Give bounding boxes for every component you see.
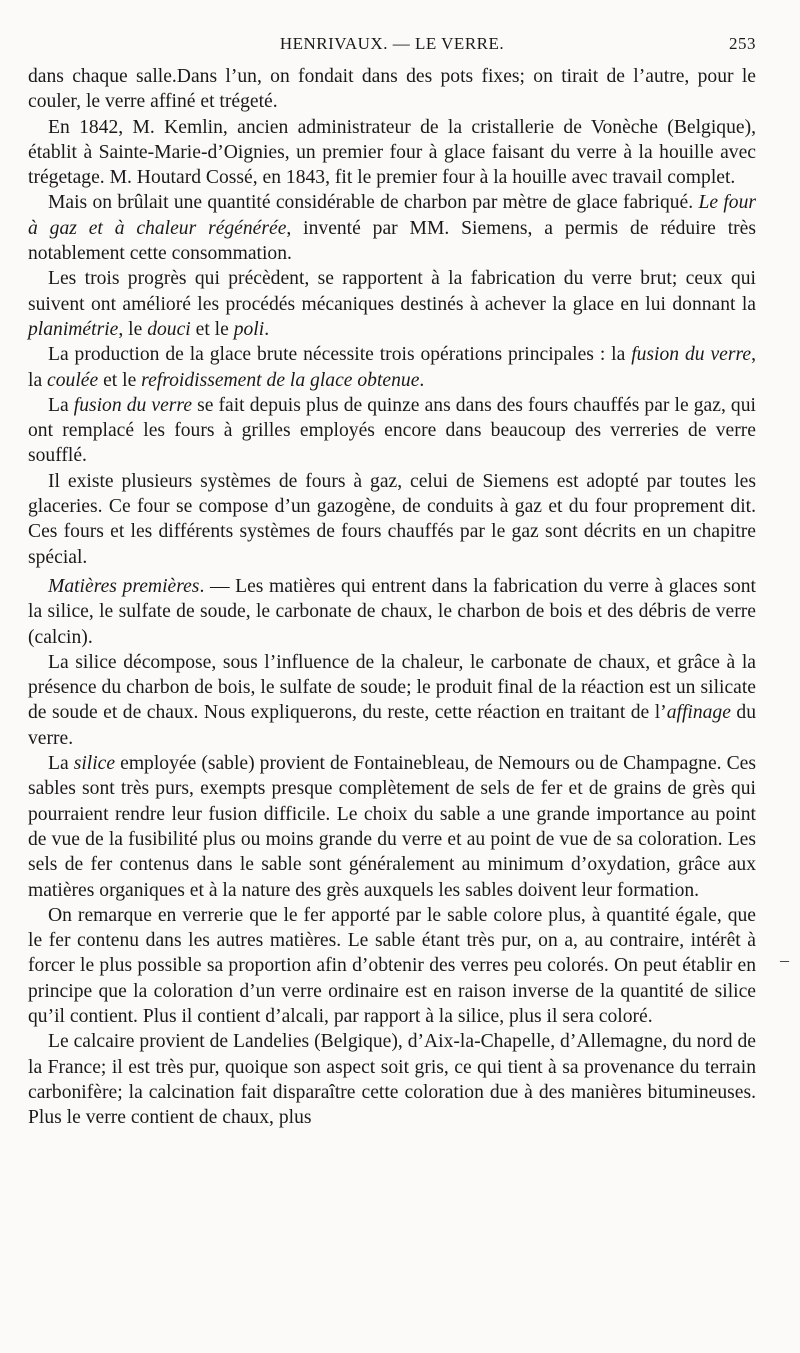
text-run: dans chaque salle.Dans l’un, on fondait dans des pots fixes; on tirait de l’autre, pour le couler, le verre affiné et trégeté. [28,66,756,113]
text-run: On remarque en verrerie que le fer apporté par le sable colore plus, à quantité égale, que le fer contenu dans les autres matières. Le sable étant très pur, on a, au contraire, intérêt à forcer le plus possible sa proportion afin d’obtenir des verres peu colorés. On peut établir en principe que la coloration d’un verre ordinaire est en raison inverse de la quantité de silice qu’il contient. Plus il contient d’alcali, par rapport à la silice, plus il sera coloré. [28,904,756,1027]
running-header [28,32,756,56]
italic-run: affinage [666,702,731,724]
paragraph-p10 [28,751,756,903]
text-run: , le [118,318,148,340]
italic-run: Le four à gaz et à chaleur régénérée [28,192,757,239]
text-run: et le [190,318,234,340]
text-run: et le [98,369,142,391]
text-run: employée (sable) provient de Fontainebleau, de Nemours ou de Champagne. Ces sables sont très purs, exempts presque complètement de sels de fer et de grains de grès qui pourraient rendre leur fusion difficile. Le choix du sable a une grande importance au point de vue de la fusibilité plus ou moins grande du verre et au point de vue de sa coloration. Les sels de fer contenus dans le sable sont généralement au minimum d’oxydation, grâce aux matières organiques et à la nature des grès auxquels les sables doivent leur formation. [28,753,756,901]
margin-mark: – [780,950,789,970]
paragraph-p7 [28,469,756,570]
text-run: se fait depuis plus de quinze ans dans des fours chauffés par le gaz, qui ont remplacé les fours à grilles employés encore dans beaucoup des verreries de verre soufflé. [28,394,756,467]
text-run: Mais on brûlait une quantité considérable de charbon par mètre de glace fabriqué. [48,192,699,214]
text-run: Le calcaire provient de Landelies (Belgique), d’Aix-la-Chapelle, d’Allemagne, du nord de la France; il est très pur, quoique son aspect soit gris, ce qui tient à sa provenance du terrain carbonifère; la calcination fait disparaître cette coloration due à des manières bitumineuses. Plus le verre contient de chaux, plus [28,1031,756,1129]
text-run: . [264,318,270,340]
paragraph-p6 [28,393,756,469]
text-run: La [48,394,74,416]
text-run: . [419,369,425,391]
italic-run: fusion du verre [73,394,193,416]
paragraph-p1 [28,64,756,115]
text-run: , inventé par MM. Siemens, a permis de réduire très notablement cette consommation. [28,217,756,265]
paragraph-p2 [28,115,756,191]
body-text [28,64,756,1130]
text-run: Il existe plusieurs systèmes de fours à gaz, celui de Siemens est adopté par toutes les glaceries. Ce four se compose d’un gazogène, de conduits à gaz et du four proprement dit. Ces fours et les différents systèmes de fours chauffés par le gaz sont décrits en un chapitre spécial. [28,470,756,568]
text-run: En 1842, M. Kemlin, ancien administrateur de la cristallerie de Vonèche (Belgique), établit à Sainte-Marie-d’Oignies, un premier four à glace faisant du verre à la houille avec trégetage. M. Houtard Cossé, en 1843, fit le premier four à la houille avec travail complet. [28,116,756,189]
text-run: La production de la glace brute nécessite trois opérations principales : la [48,344,632,366]
page-number: 253 [729,34,756,53]
italic-run: douci [147,318,191,340]
paragraph-p9 [28,650,756,751]
text-run: Les trois progrès qui précèdent, se rapportent à la fabrication du verre brut; ceux qui suivent ont amélioré les procédés mécaniques destinés à achever la glace en lui donnant la [28,268,756,315]
text-run: du verre. [28,702,756,749]
italic-run: silice [73,753,116,775]
text-run: . — Les matières qui entrent dans la fabrication du verre à glaces sont la silice, le sulfate de soude, le carbonate de chaux, le charbon de bois et des débris de verre (calcin). [28,575,756,648]
paragraph-p12 [28,1029,756,1130]
paragraph-p8 [28,574,756,650]
text-run: La silice décompose, sous l’influence de la chaleur, le carbonate de chaux, et grâce à la présence du charbon de bois, le sulfate de soude; le produit final de la réaction est un silicate de soude et de chaux. Nous expliquerons, du reste, cette réaction en traitant de l’ [28,651,756,724]
italic-run: poli [233,318,265,340]
paragraph-p4 [28,266,756,342]
running-title: HENRIVAUX. — LE VERRE. [279,34,505,53]
text-run: La [48,753,74,775]
italic-run: coulée [47,369,99,391]
italic-run: planimétrie [28,318,119,340]
book-page [28,32,756,1130]
paragraph-p5 [28,342,756,393]
italic-run: fusion du verre [631,344,752,366]
paragraph-p3 [28,190,756,266]
italic-run: refroidissement de la glace obtenue [141,369,420,391]
text-run: , la [28,344,756,391]
paragraph-p11 [28,903,756,1029]
italic-run: Matières premières [48,575,200,597]
